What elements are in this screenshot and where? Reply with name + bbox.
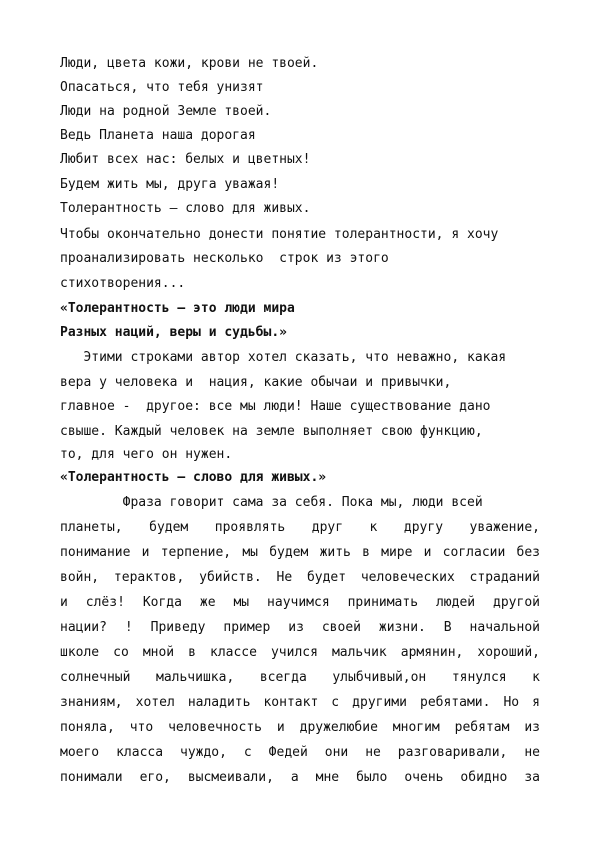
paragraph-line: школе со мной в классе учился мальчик армянин, хороший, bbox=[60, 645, 540, 660]
paragraph-line: войн, терактов, убийств. Не будет человеческих страданий bbox=[60, 570, 540, 585]
poem-line: Люди на родной Земле твоей. bbox=[60, 104, 272, 119]
paragraph-line: моего класса чуждо, с Федей они не разговаривали, не bbox=[60, 745, 540, 760]
paragraph-line: то, для чего он нужен. bbox=[60, 447, 233, 462]
quote-line: Разных наций, веры и судьбы.» bbox=[60, 325, 287, 340]
poem-line: Толерантность – слово для живых. bbox=[60, 201, 311, 216]
poem-line: Любит всех нас: белых и цветных! bbox=[60, 152, 311, 167]
paragraph-line: солнечный мальчишка, всегда улыбчивый,он тянулся к bbox=[60, 670, 540, 685]
intro-line: стихотворения... bbox=[60, 276, 186, 291]
paragraph-line: планеты, будем проявлять друг к другу уважение, bbox=[60, 520, 540, 535]
poem-line: Люди, цвета кожи, крови не твоей. bbox=[60, 56, 319, 71]
paragraph-line: Этими строками автор хотел сказать, что неважно, какая bbox=[60, 350, 507, 365]
quote-line: «Толерантность – слово для живых.» bbox=[60, 470, 327, 485]
paragraph-line: Фраза говорит сама за себя. Пока мы, люди всей bbox=[60, 495, 483, 510]
paragraph-line: свыше. Каждый человек на земле выполняет свою функцию, bbox=[60, 424, 483, 439]
intro-line: Чтобы окончательно донести понятие толерантности, я хочу bbox=[60, 227, 499, 242]
intro-line: проанализировать несколько строк из этого bbox=[60, 251, 389, 266]
paragraph-line: и слёз! Когда же мы научимся принимать людей другой bbox=[60, 595, 540, 610]
paragraph-line: понимали его, высмеивали, а мне было очень обидно за bbox=[60, 770, 540, 785]
paragraph-line: вера у человека и нация, какие обычаи и привычки, bbox=[60, 375, 452, 390]
paragraph-line: знаниям, хотел наладить контакт с другими ребятами. Но я bbox=[60, 695, 540, 710]
paragraph-line: поняла, что человечность и дружелюбие многим ребятам из bbox=[60, 720, 540, 735]
poem-line: Опасаться, что тебя унизят bbox=[60, 80, 264, 95]
paragraph-line: понимание и терпение, мы будем жить в мире и согласии без bbox=[60, 545, 540, 560]
poem-line: Ведь Планета наша дорогая bbox=[60, 128, 256, 143]
paragraph-line: нации? ! Приведу пример из своей жизни. В начальной bbox=[60, 620, 540, 635]
poem-line: Будем жить мы, друга уважая! bbox=[60, 177, 280, 192]
quote-line: «Толерантность – это люди мира bbox=[60, 301, 295, 316]
paragraph-line: главное - другое: все мы люди! Наше существование дано bbox=[60, 399, 491, 414]
